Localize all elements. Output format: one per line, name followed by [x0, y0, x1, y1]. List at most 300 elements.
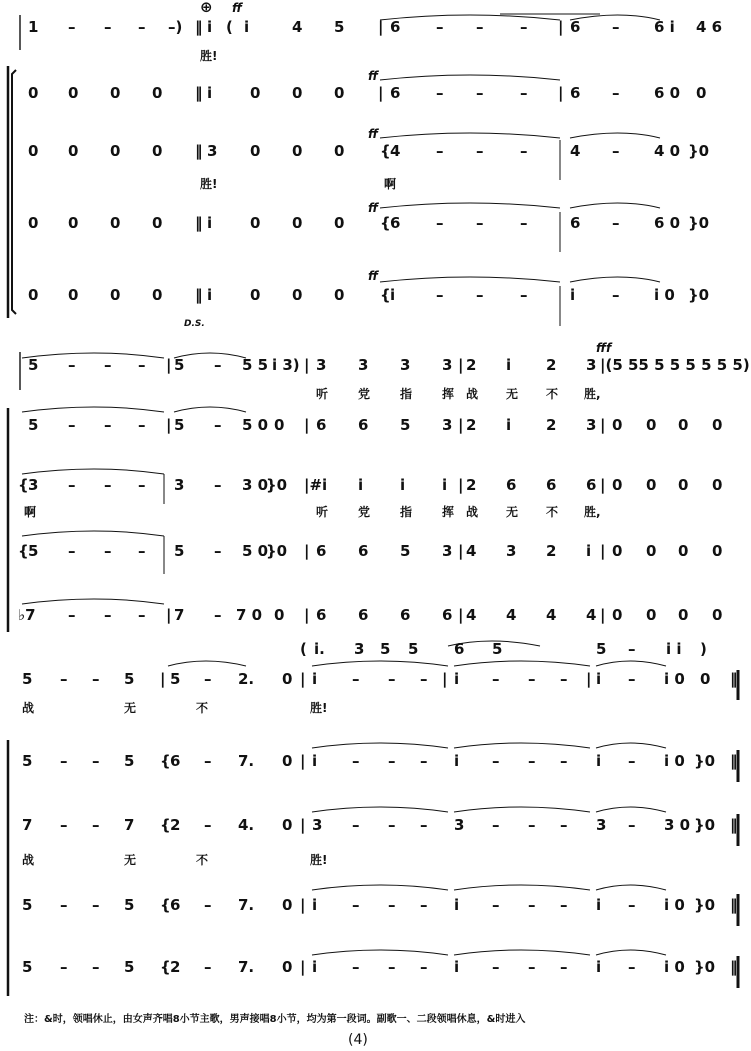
lyric-syllable: 胜!	[200, 177, 218, 191]
note-token: 7	[174, 606, 185, 624]
note-token: }0	[688, 214, 710, 232]
note-token: 0	[712, 606, 723, 624]
note-token: |	[300, 958, 306, 976]
note-token: 0	[678, 606, 689, 624]
note-token: 6	[358, 542, 369, 560]
dynamic-fff: fff	[596, 341, 612, 355]
note-token: 7.	[238, 896, 255, 914]
note-token: 5	[492, 640, 503, 658]
note-token: i.	[314, 640, 325, 658]
note-token: 1	[28, 18, 39, 36]
note-token: –	[612, 214, 620, 232]
note-token: i	[390, 286, 396, 304]
note-token: –	[492, 816, 500, 834]
note-token: –	[204, 816, 212, 834]
note-token: –	[520, 18, 528, 36]
note-token: 3	[28, 476, 39, 494]
note-token: 3	[454, 816, 465, 834]
note-token: |	[600, 606, 606, 624]
note-token: i i	[666, 640, 682, 658]
note-token: 0	[28, 286, 39, 304]
note-token: –	[388, 958, 396, 976]
note-token: –	[104, 356, 112, 374]
note-token: ‖	[195, 286, 203, 304]
note-token: {	[380, 142, 391, 160]
note-token: {	[380, 214, 391, 232]
note-token: 5 0	[242, 416, 269, 434]
note-token: 5	[28, 356, 39, 374]
note-token: i	[454, 752, 460, 770]
note-token: 0	[250, 84, 261, 102]
lyric-syllable: 指	[400, 387, 413, 401]
note-token: 0	[612, 542, 623, 560]
note-token: –	[528, 958, 536, 976]
note-token: 5	[174, 356, 185, 374]
lyric-syllable: 不	[546, 387, 559, 401]
note-token: 6	[390, 18, 401, 36]
note-token: 0	[282, 896, 293, 914]
note-token: 0	[678, 476, 689, 494]
note-token: i 0	[664, 752, 685, 770]
note-token: |	[458, 476, 464, 494]
note-token: |	[378, 18, 384, 36]
note-token: 5	[28, 542, 39, 560]
note-token: 5	[400, 416, 411, 434]
note-token: 0	[712, 542, 723, 560]
note-token: i	[596, 752, 602, 770]
lyric-syllable: 党	[358, 387, 371, 401]
lyric-syllable: 战	[22, 853, 35, 867]
note-token: 6 i	[654, 18, 675, 36]
note-token: 6	[570, 214, 581, 232]
note-token: |	[166, 416, 172, 434]
note-token: 3	[207, 142, 218, 160]
note-token: 0	[250, 142, 261, 160]
note-token: –	[204, 752, 212, 770]
note-token: –	[560, 958, 568, 976]
note-token: i	[454, 958, 460, 976]
note-token: 5	[408, 640, 419, 658]
note-token: –	[492, 958, 500, 976]
note-token: –	[204, 958, 212, 976]
dynamic-ff-4: ff	[368, 201, 378, 215]
lyric-syllable: 胜,	[584, 505, 601, 519]
note-token: 0	[292, 142, 303, 160]
note-token: i	[207, 214, 213, 232]
note-token: 6	[570, 18, 581, 36]
note-token: –	[92, 896, 100, 914]
note-token: –	[420, 670, 428, 688]
note-token: |	[300, 670, 306, 688]
lyric-syllable: 胜!	[310, 853, 328, 867]
note-token: ‖	[730, 752, 738, 770]
note-token: –	[476, 214, 484, 232]
note-token: 4	[570, 142, 581, 160]
note-token: 6	[316, 606, 327, 624]
note-token: –	[138, 18, 146, 36]
coda-sign: ⊕	[200, 0, 213, 16]
note-token: –	[92, 670, 100, 688]
note-token: –	[68, 606, 76, 624]
note-token: 0	[250, 286, 261, 304]
note-token: –	[628, 640, 636, 658]
note-token: –)	[168, 18, 183, 36]
notation-layer	[18, 18, 750, 977]
note-token: |	[304, 606, 310, 624]
dynamic-ff-1: ff	[232, 1, 242, 15]
note-token: i	[596, 958, 602, 976]
note-token: 7	[22, 816, 33, 834]
note-token: 3	[442, 356, 453, 374]
note-token: –	[214, 606, 222, 624]
note-token: 3	[316, 356, 327, 374]
note-token: |	[600, 542, 606, 560]
note-token: 2	[466, 476, 477, 494]
note-token: –	[528, 670, 536, 688]
note-token: }0	[688, 286, 710, 304]
note-token: –	[612, 142, 620, 160]
note-token: 0	[282, 958, 293, 976]
note-token: i	[454, 670, 460, 688]
note-token: {	[160, 896, 171, 914]
note-token: ‖	[730, 670, 738, 688]
note-token: i	[506, 416, 512, 434]
note-token: –	[436, 18, 444, 36]
note-token: i 0	[654, 286, 675, 304]
note-token: –	[436, 142, 444, 160]
note-token: 2	[546, 416, 557, 434]
lyric-syllable: 指	[400, 505, 413, 519]
lyric-syllable: 无	[124, 853, 137, 867]
note-token: 6 0	[654, 214, 681, 232]
note-token: 3 0	[664, 816, 691, 834]
note-token: –	[388, 896, 396, 914]
note-token: 3	[312, 816, 323, 834]
note-token: 0	[612, 416, 623, 434]
note-token: –	[352, 896, 360, 914]
note-token: 6	[442, 606, 453, 624]
note-token: –	[628, 958, 636, 976]
note-token: –	[68, 476, 76, 494]
note-token: |	[600, 476, 606, 494]
note-token: –	[388, 670, 396, 688]
note-token: –	[60, 752, 68, 770]
note-token: –	[476, 18, 484, 36]
note-token: 5	[174, 542, 185, 560]
lyric-syllable: 挥	[442, 387, 455, 401]
note-token: }0	[266, 476, 288, 494]
note-token: |	[442, 670, 448, 688]
note-token: ‖	[195, 142, 203, 160]
note-token: 4	[506, 606, 517, 624]
note-token: 4	[466, 542, 477, 560]
note-token: 7.	[238, 958, 255, 976]
note-token: 6	[570, 84, 581, 102]
note-token: 3	[506, 542, 517, 560]
note-token: 0	[334, 84, 345, 102]
note-token: i	[312, 958, 318, 976]
note-token: 5	[124, 752, 135, 770]
lyric-syllable: 无	[124, 701, 137, 715]
note-token: –	[436, 286, 444, 304]
note-token: ♭7	[18, 606, 36, 624]
note-token: i	[506, 356, 512, 374]
note-token: –	[138, 476, 146, 494]
note-token: 0	[274, 606, 285, 624]
note-token: 6	[546, 476, 557, 494]
note-token: 6	[170, 752, 181, 770]
note-token: –	[60, 816, 68, 834]
note-token: –	[68, 356, 76, 374]
note-token: –	[560, 752, 568, 770]
note-token: 0	[646, 416, 657, 434]
note-token: 4	[546, 606, 557, 624]
note-token: |	[300, 752, 306, 770]
note-token: 5	[124, 896, 135, 914]
note-token: 2	[466, 416, 477, 434]
note-token: –	[138, 416, 146, 434]
note-token: –	[420, 958, 428, 976]
note-token: –	[214, 356, 222, 374]
note-token: 0	[646, 606, 657, 624]
note-token: 6	[390, 84, 401, 102]
note-token: 0	[68, 214, 79, 232]
note-token: i	[596, 670, 602, 688]
note-token: {	[160, 958, 171, 976]
note-token: –	[104, 606, 112, 624]
note-token: –	[68, 542, 76, 560]
note-token: –	[628, 816, 636, 834]
note-token: 4	[390, 142, 401, 160]
dynamic-ff-3: ff	[368, 127, 378, 141]
note-token: 7 0	[236, 606, 263, 624]
note-token: i	[596, 896, 602, 914]
note-token: i	[442, 476, 448, 494]
note-token: i 0	[664, 670, 685, 688]
note-token: 4	[466, 606, 477, 624]
note-token: 3	[586, 416, 597, 434]
note-token: –	[352, 958, 360, 976]
note-token: 2	[546, 356, 557, 374]
note-token: 5	[22, 670, 33, 688]
note-token: 4 6	[696, 18, 723, 36]
note-token: –	[560, 670, 568, 688]
note-token: 5	[174, 416, 185, 434]
note-token: |(5 55 5 5 5 5 5 5)	[600, 356, 750, 374]
note-token: 3	[174, 476, 185, 494]
note-token: i 3)	[272, 356, 300, 374]
lyric-syllable: 挥	[442, 505, 455, 519]
note-token: –	[436, 214, 444, 232]
note-token: 0	[334, 142, 345, 160]
note-token: 0	[696, 84, 707, 102]
lyric-syllable: 啊	[384, 177, 397, 191]
note-token: 0	[110, 214, 121, 232]
dynamic-ff-5: ff	[368, 269, 378, 283]
note-token: {	[160, 816, 171, 834]
note-token: 6 0	[654, 84, 681, 102]
note-token: –	[352, 670, 360, 688]
note-token: 4	[292, 18, 303, 36]
lyric-syllable: 战	[22, 701, 35, 715]
note-token: –	[68, 416, 76, 434]
lyric-syllable: 不	[546, 505, 559, 519]
note-token: –	[138, 606, 146, 624]
note-token: |	[458, 416, 464, 434]
page-number: (4)	[348, 1032, 368, 1048]
note-token: 0	[110, 286, 121, 304]
note-token: 6	[586, 476, 597, 494]
note-token: i	[570, 286, 576, 304]
note-token: 0	[678, 542, 689, 560]
note-token: 5	[334, 18, 345, 36]
note-token: 6	[454, 640, 465, 658]
lyric-syllable: 啊	[24, 505, 37, 519]
note-token: –	[420, 896, 428, 914]
note-token: –	[560, 816, 568, 834]
note-token: 0	[700, 670, 711, 688]
note-token: 6	[390, 214, 401, 232]
note-token: 0	[152, 286, 163, 304]
note-token: ‖	[195, 18, 203, 36]
note-token: 0	[334, 286, 345, 304]
note-token: –	[104, 416, 112, 434]
note-token: 7.	[238, 752, 255, 770]
note-token: }0	[694, 958, 716, 976]
lyric-syllable: 战	[466, 387, 479, 401]
note-token: 2	[466, 356, 477, 374]
note-token: 0	[292, 84, 303, 102]
note-token: i	[312, 752, 318, 770]
note-token: 6	[358, 416, 369, 434]
note-token: 0	[646, 476, 657, 494]
note-token: 6	[170, 896, 181, 914]
note-token: ‖	[730, 958, 738, 976]
note-token: –	[492, 896, 500, 914]
note-token: }0	[266, 542, 288, 560]
note-token: –	[528, 896, 536, 914]
note-token: –	[628, 670, 636, 688]
note-token: –	[92, 816, 100, 834]
note-token: |	[558, 18, 564, 36]
note-token: }0	[694, 816, 716, 834]
note-token: 5	[400, 542, 411, 560]
note-token: 0	[28, 214, 39, 232]
lyric-syllable: 不	[196, 853, 209, 867]
note-token: –	[492, 752, 500, 770]
note-token: i	[207, 18, 213, 36]
note-token: 6	[316, 542, 327, 560]
note-token: 0	[250, 214, 261, 232]
note-token: 5	[596, 640, 607, 658]
note-token: i	[207, 286, 213, 304]
note-token: (	[300, 640, 307, 658]
note-token: 4	[586, 606, 597, 624]
note-token: }0	[694, 896, 716, 914]
note-token: |	[166, 606, 172, 624]
note-token: 0	[68, 286, 79, 304]
note-token: –	[476, 286, 484, 304]
note-token: i	[400, 476, 406, 494]
note-token: 5 0	[242, 542, 269, 560]
note-token: –	[388, 752, 396, 770]
note-token: 0	[68, 142, 79, 160]
lyric-syllable: 无	[506, 505, 519, 519]
note-token: {	[18, 476, 29, 494]
note-token: –	[520, 286, 528, 304]
note-token: –	[612, 84, 620, 102]
note-token: 0	[68, 84, 79, 102]
note-token: 3	[400, 356, 411, 374]
note-token: 2	[170, 958, 181, 976]
note-token: ‖	[195, 84, 203, 102]
note-token: 6	[358, 606, 369, 624]
note-token: |	[300, 896, 306, 914]
lyric-syllable: 胜,	[584, 387, 601, 401]
lyric-syllable: 听	[316, 387, 329, 401]
note-token: –	[420, 816, 428, 834]
note-token: –	[138, 542, 146, 560]
note-token: –	[138, 356, 146, 374]
note-token: 2	[546, 542, 557, 560]
note-token: –	[352, 752, 360, 770]
lyric-syllable: 胜!	[200, 49, 218, 63]
note-token: 0	[152, 214, 163, 232]
score-decorations	[8, 14, 738, 996]
note-token: i 0	[664, 896, 685, 914]
note-token: |	[304, 416, 310, 434]
note-token: ‖	[730, 816, 738, 834]
note-token: –	[204, 670, 212, 688]
note-token: 6	[400, 606, 411, 624]
note-token: 0	[152, 142, 163, 160]
note-token: –	[476, 142, 484, 160]
lyric-syllable: 听	[316, 505, 329, 519]
note-token: }0	[688, 142, 710, 160]
note-token: |	[458, 542, 464, 560]
note-token: –	[628, 896, 636, 914]
note-token: 5	[22, 958, 33, 976]
note-token: 0	[110, 84, 121, 102]
note-token: 0	[282, 752, 293, 770]
note-token: {	[18, 542, 29, 560]
note-token: –	[420, 752, 428, 770]
note-token: {	[160, 752, 171, 770]
note-token: 2	[170, 816, 181, 834]
note-token: –	[68, 18, 76, 36]
note-token: |	[378, 84, 384, 102]
note-token: {	[380, 286, 391, 304]
note-token: 0	[282, 816, 293, 834]
note-token: –	[214, 476, 222, 494]
note-token: 5	[380, 640, 391, 658]
lyric-syllable: 无	[506, 387, 519, 401]
lyric-syllable: 战	[466, 505, 479, 519]
note-token: 0	[152, 84, 163, 102]
note-token: 3	[586, 356, 597, 374]
note-token: –	[388, 816, 396, 834]
note-token: 3	[442, 416, 453, 434]
note-token: 3	[442, 542, 453, 560]
note-token: –	[528, 816, 536, 834]
note-token: –	[214, 542, 222, 560]
note-token: i 0	[664, 958, 685, 976]
note-token: 6	[506, 476, 517, 494]
note-token: 0	[28, 84, 39, 102]
note-token: 3	[358, 356, 369, 374]
note-token: –	[104, 18, 112, 36]
note-token: i	[454, 896, 460, 914]
